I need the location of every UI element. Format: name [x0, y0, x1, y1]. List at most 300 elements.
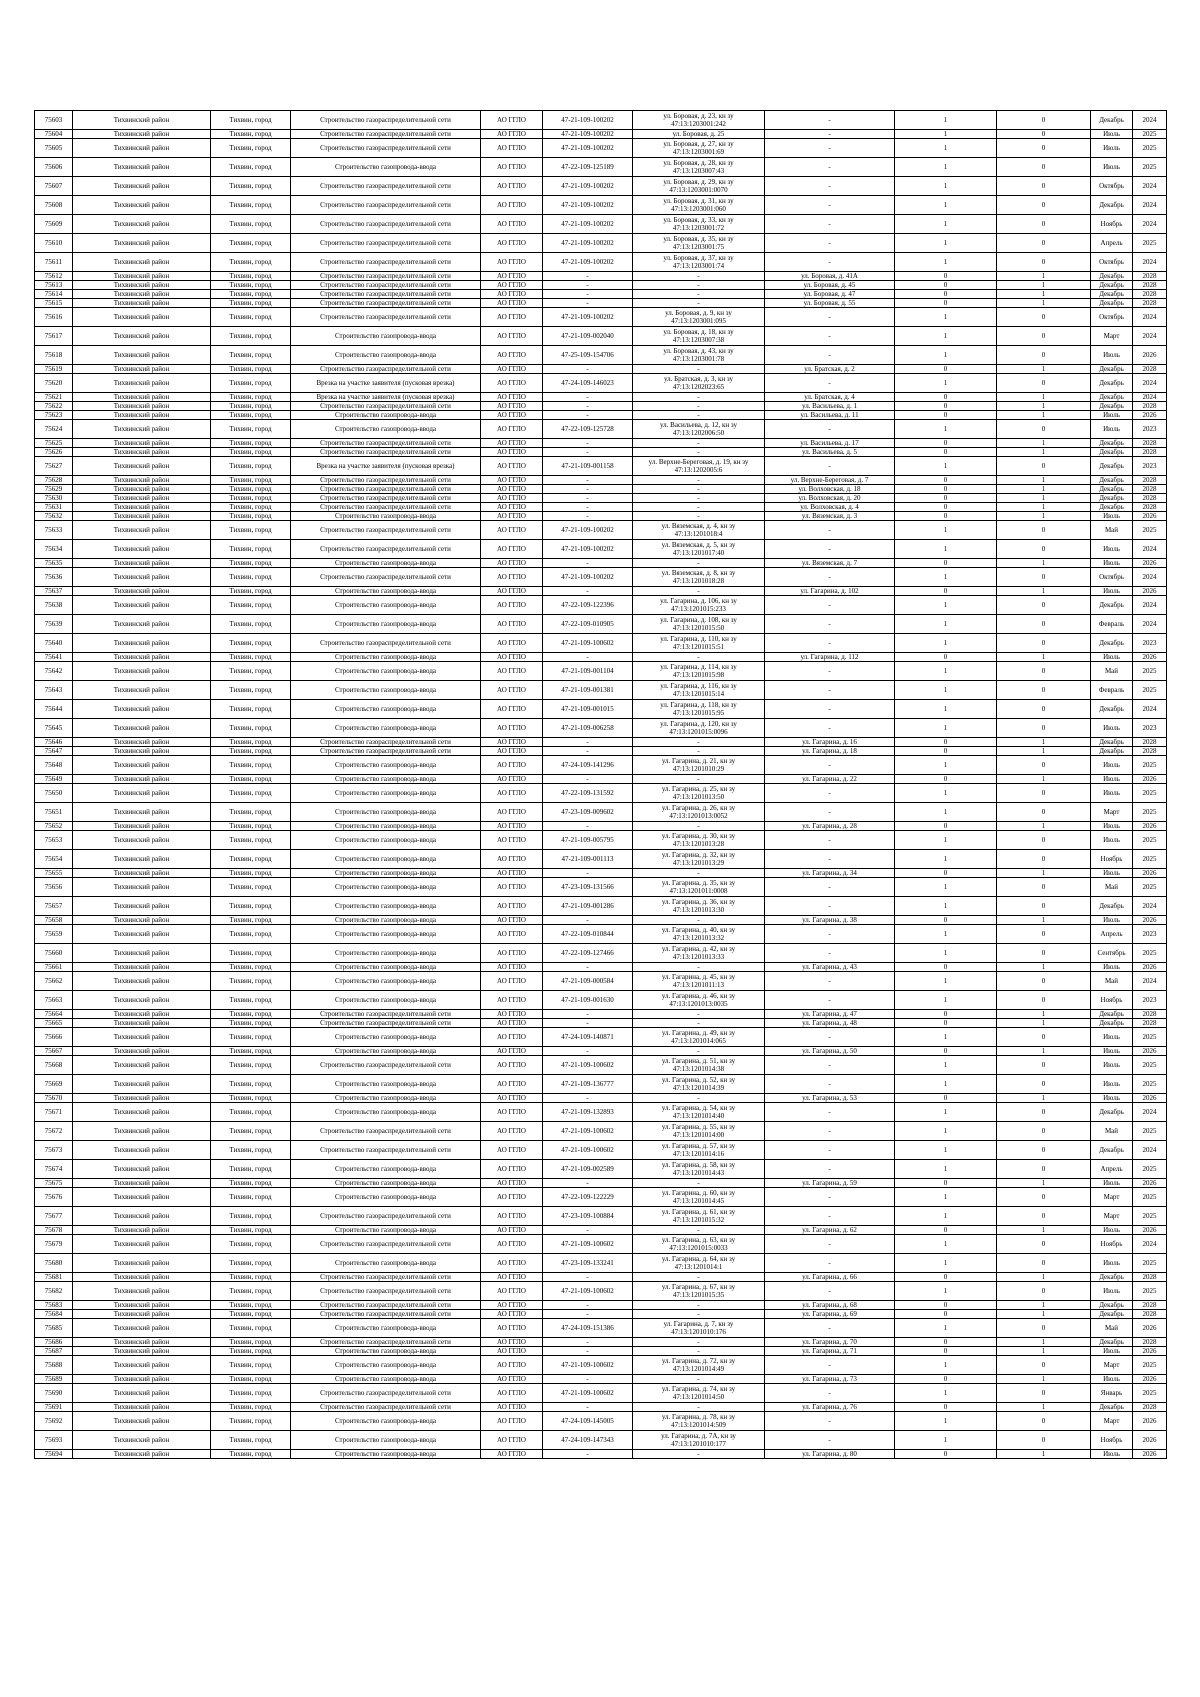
row-id-cell: 75683: [35, 1301, 73, 1310]
row-id-cell: 75671: [35, 1103, 73, 1122]
row-id-cell: 75689: [35, 1375, 73, 1384]
cadastral-cell: -: [633, 476, 765, 485]
request-number-cell: -: [543, 1310, 633, 1319]
settlement-cell: Тихвин, город: [211, 1412, 291, 1431]
request-number-cell: 47-21-109-100602: [543, 1384, 633, 1403]
cadastral-cell: -: [633, 281, 765, 290]
count-b-cell: 0: [997, 1122, 1091, 1141]
month-cell: Октябрь: [1091, 253, 1133, 272]
request-number-cell: 47-25-109-154706: [543, 346, 633, 365]
table-row: [35, 1282, 1167, 1301]
month-cell: Июль: [1091, 756, 1133, 775]
work-type-cell: Строительство газораспределительной сети: [291, 139, 481, 158]
settlement-cell: Тихвин, город: [211, 196, 291, 215]
month-cell: Май: [1091, 1122, 1133, 1141]
org-cell: АО ГГЛО: [481, 374, 543, 393]
settlement-cell: Тихвин, город: [211, 850, 291, 869]
count-b-cell: 1: [997, 1094, 1091, 1103]
year-cell: 2025: [1133, 1384, 1167, 1403]
cadastral-line: 47:13:1201015:98: [672, 671, 725, 679]
cadastral-cell: [633, 1160, 765, 1179]
request-number-cell: -: [543, 439, 633, 448]
table-row: [35, 1103, 1167, 1122]
org-cell: АО ГГЛО: [481, 1047, 543, 1056]
count-a-cell: 0: [895, 299, 997, 308]
work-type-cell: Строительство газопровода-ввода: [291, 1188, 481, 1207]
work-type-cell: Строительство газораспределительной сети: [291, 1338, 481, 1347]
cadastral-line: 47:13:1201018:4: [674, 530, 723, 538]
request-number-cell: 47-24-109-151386: [543, 1319, 633, 1338]
cadastral-line: 47:13:1201013:50: [672, 793, 725, 801]
request-number-cell: -: [543, 1450, 633, 1459]
table-row: [35, 1338, 1167, 1347]
settlement-cell: Тихвин, город: [211, 420, 291, 439]
count-a-cell: 0: [895, 1301, 997, 1310]
row-id-cell: 75618: [35, 346, 73, 365]
count-b-cell: 0: [997, 615, 1091, 634]
cadastral-line: ул. Гагарина, д. 120, кн зу: [660, 720, 737, 728]
cadastral-line: ул. Гагарина, д. 58, кн зу: [661, 1161, 736, 1169]
table-body: [35, 111, 1167, 1459]
work-type-cell: Строительство газопровода-ввода: [291, 1431, 481, 1450]
count-a-cell: 0: [895, 738, 997, 747]
count-a-cell: 1: [895, 878, 997, 897]
work-type-cell: Строительство газопровода-ввода: [291, 916, 481, 925]
work-type-cell: Строительство газораспределительной сети: [291, 1282, 481, 1301]
district-cell: Тихвинский район: [73, 1375, 211, 1384]
cadastral-line: 47:13:1201011:13: [672, 981, 725, 989]
settlement-cell: Тихвин, город: [211, 1235, 291, 1254]
count-a-cell: 0: [895, 365, 997, 374]
row-id-cell: 75608: [35, 196, 73, 215]
org-cell: АО ГГЛО: [481, 234, 543, 253]
work-type-cell: Врезка на участке заявителя (пусковая врезка): [291, 457, 481, 476]
cadastral-cell: -: [633, 1179, 765, 1188]
count-b-cell: 0: [997, 130, 1091, 139]
settlement-cell: Тихвин, город: [211, 925, 291, 944]
address-cell: -: [765, 1075, 895, 1094]
cadastral-line: ул. Гагарина, д. 42, кн зу: [661, 945, 736, 953]
count-a-cell: 1: [895, 540, 997, 559]
year-cell: 2026: [1133, 1431, 1167, 1450]
district-cell: Тихвинский район: [73, 568, 211, 587]
address-cell: ул. Боровая, д. 47: [765, 290, 895, 299]
district-cell: Тихвинский район: [73, 916, 211, 925]
year-cell: 2024: [1133, 972, 1167, 991]
cadastral-line: ул. Гагарина, д. 51, кн зу: [661, 1057, 736, 1065]
address-cell: -: [765, 130, 895, 139]
row-id-cell: 75664: [35, 1010, 73, 1019]
settlement-cell: Тихвин, город: [211, 521, 291, 540]
address-cell: ул. Волховская, д. 4: [765, 503, 895, 512]
count-a-cell: 1: [895, 991, 997, 1010]
cadastral-cell: -: [633, 1375, 765, 1384]
district-cell: Тихвинский район: [73, 1226, 211, 1235]
cadastral-cell: -: [633, 559, 765, 568]
district-cell: Тихвинский район: [73, 1094, 211, 1103]
district-cell: Тихвинский район: [73, 299, 211, 308]
year-cell: 2028: [1133, 1301, 1167, 1310]
count-b-cell: 0: [997, 784, 1091, 803]
settlement-cell: Тихвин, город: [211, 1282, 291, 1301]
settlement-cell: Тихвин, город: [211, 540, 291, 559]
address-cell: ул. Гагарина, д. 112: [765, 653, 895, 662]
cadastral-line: ул. Гагарина, д. 32, кн зу: [661, 851, 736, 859]
year-cell: 2028: [1133, 281, 1167, 290]
count-a-cell: 1: [895, 374, 997, 393]
request-number-cell: -: [543, 747, 633, 756]
month-cell: Май: [1091, 521, 1133, 540]
request-number-cell: -: [543, 476, 633, 485]
row-id-cell: 75681: [35, 1273, 73, 1282]
settlement-cell: Тихвин, город: [211, 634, 291, 653]
address-cell: -: [765, 215, 895, 234]
work-type-cell: Строительство газопровода-ввода: [291, 775, 481, 784]
org-cell: АО ГГЛО: [481, 784, 543, 803]
table-row: [35, 111, 1167, 130]
table-row: [35, 1010, 1167, 1019]
request-number-cell: 47-21-109-132893: [543, 1103, 633, 1122]
row-id-cell: 75637: [35, 587, 73, 596]
count-a-cell: 1: [895, 1103, 997, 1122]
address-cell: -: [765, 139, 895, 158]
count-b-cell: 0: [997, 374, 1091, 393]
cadastral-cell: [633, 308, 765, 327]
year-cell: 2024: [1133, 393, 1167, 402]
row-id-cell: 75668: [35, 1056, 73, 1075]
count-a-cell: 0: [895, 1094, 997, 1103]
work-type-cell: Строительство газопровода-ввода: [291, 158, 481, 177]
address-cell: -: [765, 1188, 895, 1207]
month-cell: Март: [1091, 1412, 1133, 1431]
row-id-cell: 75659: [35, 925, 73, 944]
work-type-cell: Строительство газораспределительной сети: [291, 1273, 481, 1282]
request-number-cell: -: [543, 653, 633, 662]
request-number-cell: 47-23-109-133241: [543, 1254, 633, 1273]
settlement-cell: Тихвин, город: [211, 346, 291, 365]
year-cell: 2024: [1133, 215, 1167, 234]
settlement-cell: Тихвин, город: [211, 831, 291, 850]
settlement-cell: Тихвин, город: [211, 681, 291, 700]
month-cell: Февраль: [1091, 615, 1133, 634]
cadastral-cell: [633, 253, 765, 272]
year-cell: 2028: [1133, 1019, 1167, 1028]
work-type-cell: Строительство газопровода-ввода: [291, 653, 481, 662]
address-cell: ул. Гагарина, д. 50: [765, 1047, 895, 1056]
district-cell: Тихвинский район: [73, 681, 211, 700]
district-cell: Тихвинский район: [73, 272, 211, 281]
request-number-cell: 47-24-109-147343: [543, 1431, 633, 1450]
request-number-cell: 47-21-109-100202: [543, 196, 633, 215]
year-cell: 2028: [1133, 365, 1167, 374]
org-cell: АО ГГЛО: [481, 1019, 543, 1028]
month-cell: Март: [1091, 1207, 1133, 1226]
cadastral-line: 47:13:1201014:49: [672, 1365, 725, 1373]
cadastral-line: 47:13:1201014:43: [672, 1169, 725, 1177]
work-type-cell: Строительство газопровода-ввода: [291, 596, 481, 615]
row-id-cell: 75650: [35, 784, 73, 803]
district-cell: Тихвинский район: [73, 587, 211, 596]
row-id-cell: 75626: [35, 448, 73, 457]
settlement-cell: Тихвин, город: [211, 587, 291, 596]
year-cell: 2025: [1133, 1207, 1167, 1226]
cadastral-line: ул. Гагарина, д. 25, кн зу: [661, 785, 736, 793]
address-cell: ул. Гагарина, д. 28: [765, 822, 895, 831]
cadastral-line: 47:13:1201015:0096: [669, 728, 728, 736]
cadastral-cell: -: [633, 747, 765, 756]
settlement-cell: Тихвин, город: [211, 494, 291, 503]
count-b-cell: 1: [997, 393, 1091, 402]
cadastral-line: ул. Гагарина, д. 108, кн зу: [660, 616, 737, 624]
district-cell: Тихвинский район: [73, 1028, 211, 1047]
cadastral-line: 47:13:1201014:40: [672, 1112, 725, 1120]
table-row: [35, 775, 1167, 784]
settlement-cell: Тихвин, город: [211, 1384, 291, 1403]
org-cell: АО ГГЛО: [481, 925, 543, 944]
work-type-cell: Врезка на участке заявителя (пусковая врезка): [291, 393, 481, 402]
count-b-cell: 1: [997, 402, 1091, 411]
table-row: [35, 596, 1167, 615]
count-a-cell: 1: [895, 1431, 997, 1450]
org-cell: АО ГГЛО: [481, 1347, 543, 1356]
month-cell: Декабрь: [1091, 457, 1133, 476]
org-cell: АО ГГЛО: [481, 1310, 543, 1319]
district-cell: Тихвинский район: [73, 1338, 211, 1347]
row-id-cell: 75672: [35, 1122, 73, 1141]
work-type-cell: Строительство газопровода-ввода: [291, 803, 481, 822]
row-id-cell: 75675: [35, 1179, 73, 1188]
cadastral-line: 47:13:1201014:00: [672, 1131, 725, 1139]
row-id-cell: 75609: [35, 215, 73, 234]
cadastral-line: ул. Гагарина, д. 74, кн зу: [661, 1385, 736, 1393]
work-type-cell: Строительство газораспределительной сети: [291, 521, 481, 540]
org-cell: АО ГГЛО: [481, 559, 543, 568]
org-cell: АО ГГЛО: [481, 448, 543, 457]
count-a-cell: 1: [895, 1282, 997, 1301]
count-a-cell: 1: [895, 700, 997, 719]
settlement-cell: Тихвин, город: [211, 1094, 291, 1103]
district-cell: Тихвинский район: [73, 365, 211, 374]
settlement-cell: Тихвин, город: [211, 653, 291, 662]
month-cell: Декабрь: [1091, 111, 1133, 130]
cadastral-cell: [633, 1282, 765, 1301]
request-number-cell: 47-21-109-100602: [543, 1056, 633, 1075]
count-a-cell: 1: [895, 850, 997, 869]
month-cell: Июль: [1091, 1094, 1133, 1103]
table-row: [35, 869, 1167, 878]
work-type-cell: Строительство газопровода-ввода: [291, 587, 481, 596]
settlement-cell: Тихвин, город: [211, 290, 291, 299]
count-a-cell: 0: [895, 512, 997, 521]
month-cell: Декабрь: [1091, 196, 1133, 215]
month-cell: Декабрь: [1091, 448, 1133, 457]
cadastral-cell: -: [633, 1310, 765, 1319]
request-number-cell: -: [543, 738, 633, 747]
count-a-cell: 0: [895, 494, 997, 503]
count-a-cell: 0: [895, 402, 997, 411]
work-type-cell: Строительство газораспределительной сети: [291, 299, 481, 308]
table-row: [35, 831, 1167, 850]
district-cell: Тихвинский район: [73, 1122, 211, 1141]
row-id-cell: 75688: [35, 1356, 73, 1375]
count-b-cell: 1: [997, 1226, 1091, 1235]
count-a-cell: 1: [895, 756, 997, 775]
month-cell: Июль: [1091, 869, 1133, 878]
cadastral-cell: [633, 634, 765, 653]
district-cell: Тихвинский район: [73, 215, 211, 234]
row-id-cell: 75653: [35, 831, 73, 850]
request-number-cell: 47-21-109-100202: [543, 540, 633, 559]
count-b-cell: 0: [997, 420, 1091, 439]
request-number-cell: 47-22-109-122229: [543, 1188, 633, 1207]
year-cell: 2026: [1133, 653, 1167, 662]
table-row: [35, 1319, 1167, 1338]
work-type-cell: Строительство газораспределительной сети: [291, 1310, 481, 1319]
row-id-cell: 75622: [35, 402, 73, 411]
cadastral-line: ул. Гагарина, д. 7, кн зу: [663, 1320, 734, 1328]
cadastral-line: 47:13:1201014:50: [672, 1393, 725, 1401]
request-number-cell: 47-21-109-100202: [543, 130, 633, 139]
cadastral-line: 47:13:1201015:14: [672, 690, 725, 698]
settlement-cell: Тихвин, город: [211, 1301, 291, 1310]
month-cell: Июль: [1091, 719, 1133, 738]
work-type-cell: Строительство газораспределительной сети: [291, 272, 481, 281]
row-id-cell: 75649: [35, 775, 73, 784]
count-a-cell: 1: [895, 925, 997, 944]
cadastral-line: 47:13:1201015:50: [672, 624, 725, 632]
address-cell: -: [765, 346, 895, 365]
month-cell: Декабрь: [1091, 485, 1133, 494]
org-cell: АО ГГЛО: [481, 662, 543, 681]
work-type-cell: Строительство газораспределительной сети: [291, 568, 481, 587]
address-cell: -: [765, 158, 895, 177]
org-cell: АО ГГЛО: [481, 963, 543, 972]
table-row: [35, 925, 1167, 944]
org-cell: АО ГГЛО: [481, 596, 543, 615]
settlement-cell: Тихвин, город: [211, 393, 291, 402]
table-row: [35, 1075, 1167, 1094]
district-cell: Тихвинский район: [73, 615, 211, 634]
request-number-cell: -: [543, 822, 633, 831]
address-cell: ул. Гагарина, д. 53: [765, 1094, 895, 1103]
work-type-cell: Строительство газопровода-ввода: [291, 1356, 481, 1375]
table-row: [35, 272, 1167, 281]
row-id-cell: 75647: [35, 747, 73, 756]
district-cell: Тихвинский район: [73, 850, 211, 869]
work-type-cell: Строительство газораспределительной сети: [291, 1019, 481, 1028]
count-b-cell: 1: [997, 448, 1091, 457]
district-cell: Тихвинский район: [73, 1047, 211, 1056]
table-row: [35, 1301, 1167, 1310]
cadastral-line: ул. Гагарина, д. 36, кн зу: [661, 898, 736, 906]
month-cell: Апрель: [1091, 1160, 1133, 1179]
request-number-cell: 47-24-109-146023: [543, 374, 633, 393]
cadastral-line: 47:13:1203007:38: [672, 336, 725, 344]
cadastral-cell: -: [633, 393, 765, 402]
district-cell: Тихвинский район: [73, 738, 211, 747]
address-cell: ул. Гагарина, д. 62: [765, 1226, 895, 1235]
org-cell: АО ГГЛО: [481, 494, 543, 503]
cadastral-line: ул. Вяземская, д. 5, кн зу: [661, 541, 736, 549]
count-b-cell: 1: [997, 1338, 1091, 1347]
count-a-cell: 0: [895, 281, 997, 290]
district-cell: Тихвинский район: [73, 972, 211, 991]
count-a-cell: 1: [895, 784, 997, 803]
district-cell: Тихвинский район: [73, 448, 211, 457]
district-cell: Тихвинский район: [73, 420, 211, 439]
count-a-cell: 1: [895, 346, 997, 365]
cadastral-line: 47:13:1201015:35: [672, 1291, 725, 1299]
district-cell: Тихвинский район: [73, 1384, 211, 1403]
row-id-cell: 75677: [35, 1207, 73, 1226]
count-b-cell: 0: [997, 756, 1091, 775]
work-type-cell: Строительство газораспределительной сети: [291, 1384, 481, 1403]
month-cell: Июль: [1091, 1047, 1133, 1056]
request-number-cell: 47-21-109-001381: [543, 681, 633, 700]
cadastral-cell: -: [633, 512, 765, 521]
month-cell: Декабрь: [1091, 476, 1133, 485]
request-number-cell: 47-21-109-005795: [543, 831, 633, 850]
year-cell: 2026: [1133, 559, 1167, 568]
row-id-cell: 75684: [35, 1310, 73, 1319]
cadastral-cell: [633, 327, 765, 346]
cadastral-line: ул. Гагарина, д. 54, кн зу: [661, 1104, 736, 1112]
cadastral-cell: [633, 521, 765, 540]
cadastral-cell: -: [633, 1047, 765, 1056]
district-cell: Тихвинский район: [73, 1310, 211, 1319]
row-id-cell: 75627: [35, 457, 73, 476]
row-id-cell: 75694: [35, 1450, 73, 1459]
district-cell: Тихвинский район: [73, 596, 211, 615]
count-b-cell: 0: [997, 850, 1091, 869]
cadastral-cell: [633, 1056, 765, 1075]
table-row: [35, 139, 1167, 158]
count-a-cell: 1: [895, 327, 997, 346]
count-b-cell: 1: [997, 1301, 1091, 1310]
cadastral-line: ул. Гагарина, д. 52, кн зу: [661, 1076, 736, 1084]
org-cell: АО ГГЛО: [481, 346, 543, 365]
cadastral-line: 47:13:1201010:29: [672, 765, 725, 773]
settlement-cell: Тихвин, город: [211, 158, 291, 177]
work-type-cell: Строительство газораспределительной сети: [291, 485, 481, 494]
count-a-cell: 0: [895, 290, 997, 299]
row-id-cell: 75669: [35, 1075, 73, 1094]
org-cell: АО ГГЛО: [481, 457, 543, 476]
address-cell: ул. Васильева, д. 1: [765, 402, 895, 411]
district-cell: Тихвинский район: [73, 803, 211, 822]
count-b-cell: 0: [997, 925, 1091, 944]
month-cell: Июль: [1091, 653, 1133, 662]
request-number-cell: 47-21-109-100602: [543, 1282, 633, 1301]
month-cell: Декабрь: [1091, 503, 1133, 512]
month-cell: Июль: [1091, 420, 1133, 439]
cadastral-cell: -: [633, 587, 765, 596]
table-row: [35, 963, 1167, 972]
settlement-cell: Тихвин, город: [211, 916, 291, 925]
year-cell: 2028: [1133, 1403, 1167, 1412]
work-type-cell: Строительство газораспределительной сети: [291, 111, 481, 130]
row-id-cell: 75625: [35, 439, 73, 448]
table-row: [35, 374, 1167, 393]
count-a-cell: 0: [895, 393, 997, 402]
year-cell: 2026: [1133, 1047, 1167, 1056]
row-id-cell: 75621: [35, 393, 73, 402]
work-type-cell: Строительство газораспределительной сети: [291, 1010, 481, 1019]
row-id-cell: 75652: [35, 822, 73, 831]
month-cell: Июль: [1091, 559, 1133, 568]
cadastral-cell: -: [633, 822, 765, 831]
table-row: [35, 158, 1167, 177]
